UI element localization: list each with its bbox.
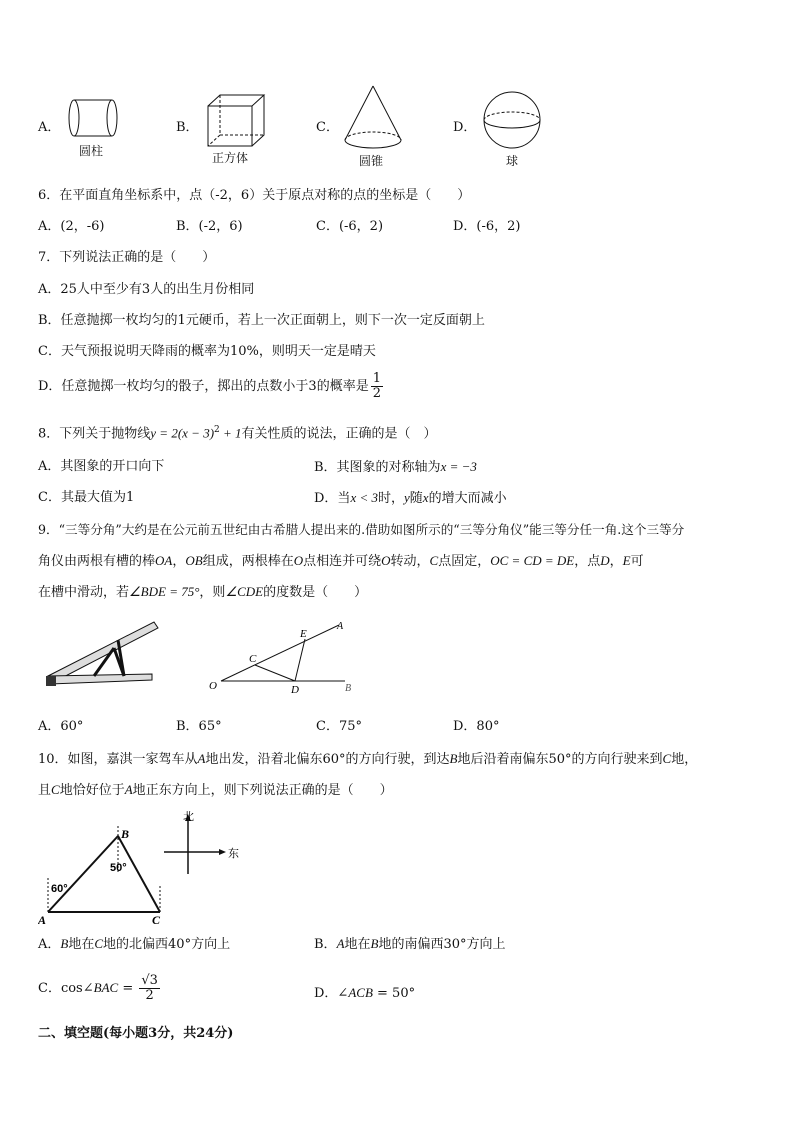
q8-stem: 8．下列关于抛物线$y = 2(x - 3)^2 + 1$有关性质的说法，正确的是（ ） — [38, 425, 437, 442]
fig10-label-a: A — [38, 913, 47, 926]
q8-option-d: D．当x < 3时，y随x的增大而减小 — [314, 490, 507, 506]
q10-option-c-fraction: $\frac{√3}{2}$ — [141, 973, 158, 1003]
q5-option-c-caption: 圆锥 — [359, 154, 384, 168]
q5-option-c-letter: C． — [316, 120, 339, 135]
fig9-label-a: A — [337, 621, 344, 632]
compass-icon — [160, 808, 250, 878]
trisector-geometry-figure — [205, 615, 365, 695]
q9-stem-line2: 角仪由两根有槽的棒OA，OB组成，两根棒在O点相连并可绕O转动，C点固定，OC = CD = DE，点D，E可 — [38, 553, 644, 569]
q7-stem: 7．下列说法正确的是（ ） — [38, 250, 216, 265]
q8-option-c: C．其最大值为1 — [38, 490, 135, 505]
q6-stem: 6．在平面直角坐标系中，点（-2，6）关于原点对称的点的坐标是（ ） — [38, 188, 471, 203]
section-2-title: 二、填空题(每小题3分，共24分) — [38, 1026, 234, 1041]
q7-option-d-text: D．任意抛掷一枚均匀的骰子，掷出的点数小于3的概率是 — [38, 379, 369, 394]
cylinder-icon — [66, 95, 122, 141]
q7-option-c: C．天气预报说明天降雨的概率为10%，则明天一定是晴天 — [38, 344, 376, 359]
compass-north-label: 北 — [183, 810, 194, 823]
fig10-angle-b: 50° — [110, 862, 127, 874]
q10-option-d: D．∠ACB = 50° — [314, 985, 416, 1001]
q7-option-b: B．任意抛掷一枚均匀的1元硬币，若上一次正面朝上，则下一次一定反面朝上 — [38, 313, 485, 328]
q10-option-a: A．B地在C地的北偏西40°方向上 — [38, 936, 231, 952]
q9-option-a: A．60° — [38, 719, 84, 734]
q5-option-d-letter: D． — [453, 120, 477, 135]
q6-option-d: D．(-6，2) — [453, 219, 521, 234]
q7-option-a: A．25人中至少有3人的出生月份相同 — [38, 282, 255, 297]
cone-icon — [340, 84, 406, 152]
q6-option-b: B．(-2，6) — [176, 219, 243, 234]
fig9-label-d: D — [291, 684, 299, 695]
compass-east-label: 东 — [228, 847, 239, 860]
q10-stem-line2: 且C地恰好位于A地正东方向上，则下列说法正确的是（ ） — [38, 782, 393, 798]
q5-option-b-letter: B． — [176, 120, 199, 135]
q8-option-b: B．其图象的对称轴为x = −3 — [314, 459, 477, 475]
q9-stem-line1: 9．“三等分角”大约是在公元前五世纪由古希腊人提出来的.借助如图所示的“三等分角仪”能三等分任一角.这个三等分 — [38, 522, 685, 537]
q5-option-d-caption: 球 — [506, 154, 519, 168]
cube-icon — [204, 92, 268, 150]
q7-option-d-fraction: $\frac{1}{2}$ — [372, 371, 381, 401]
fig10-angle-a: 60° — [51, 883, 68, 895]
sphere-icon — [480, 90, 544, 152]
fig9-label-c: C — [249, 653, 257, 665]
q6-option-a: A．(2，-6) — [38, 219, 105, 234]
trisector-device-picture — [44, 618, 160, 690]
fig10-label-b: B — [121, 827, 130, 841]
q9-stem-line3: 在槽中滑动，若∠BDE = 75°，则∠CDE的度数是（ ） — [38, 584, 368, 600]
q8-formula: y = 2(x − 3) — [150, 425, 215, 441]
q5-option-a-caption: 圆柱 — [79, 144, 104, 158]
fig10-label-c: C — [152, 913, 161, 926]
q7-option-d — [38, 372, 383, 401]
fig9-label-b: B — [345, 683, 352, 694]
q10-option-b: B．A地在B地的南偏西30°方向上 — [314, 936, 506, 952]
q5-option-b-caption: 正方体 — [212, 151, 249, 165]
q10-stem-line1: 10．如图，嘉淇一家驾车从A地出发，沿着北偏东60°的方向行驶，到达B地后沿着南偏东50°的方向行驶来到C地， — [38, 751, 698, 767]
q5-option-a-letter: A． — [38, 120, 61, 135]
q6-option-c: C．(-6，2) — [316, 219, 384, 234]
q9-option-c: C．75° — [316, 719, 362, 734]
direction-triangle-figure — [38, 822, 178, 926]
q9-option-b: B．65° — [176, 719, 222, 734]
q10-option-c: C．cos∠BAC = $\frac{√3}{2}$ — [38, 973, 158, 1003]
fig9-label-e: E — [300, 628, 307, 640]
q8-option-a: A．其图象的开口向下 — [38, 459, 165, 474]
q9-option-d: D．80° — [453, 719, 500, 734]
fig9-label-o: O — [209, 680, 217, 692]
